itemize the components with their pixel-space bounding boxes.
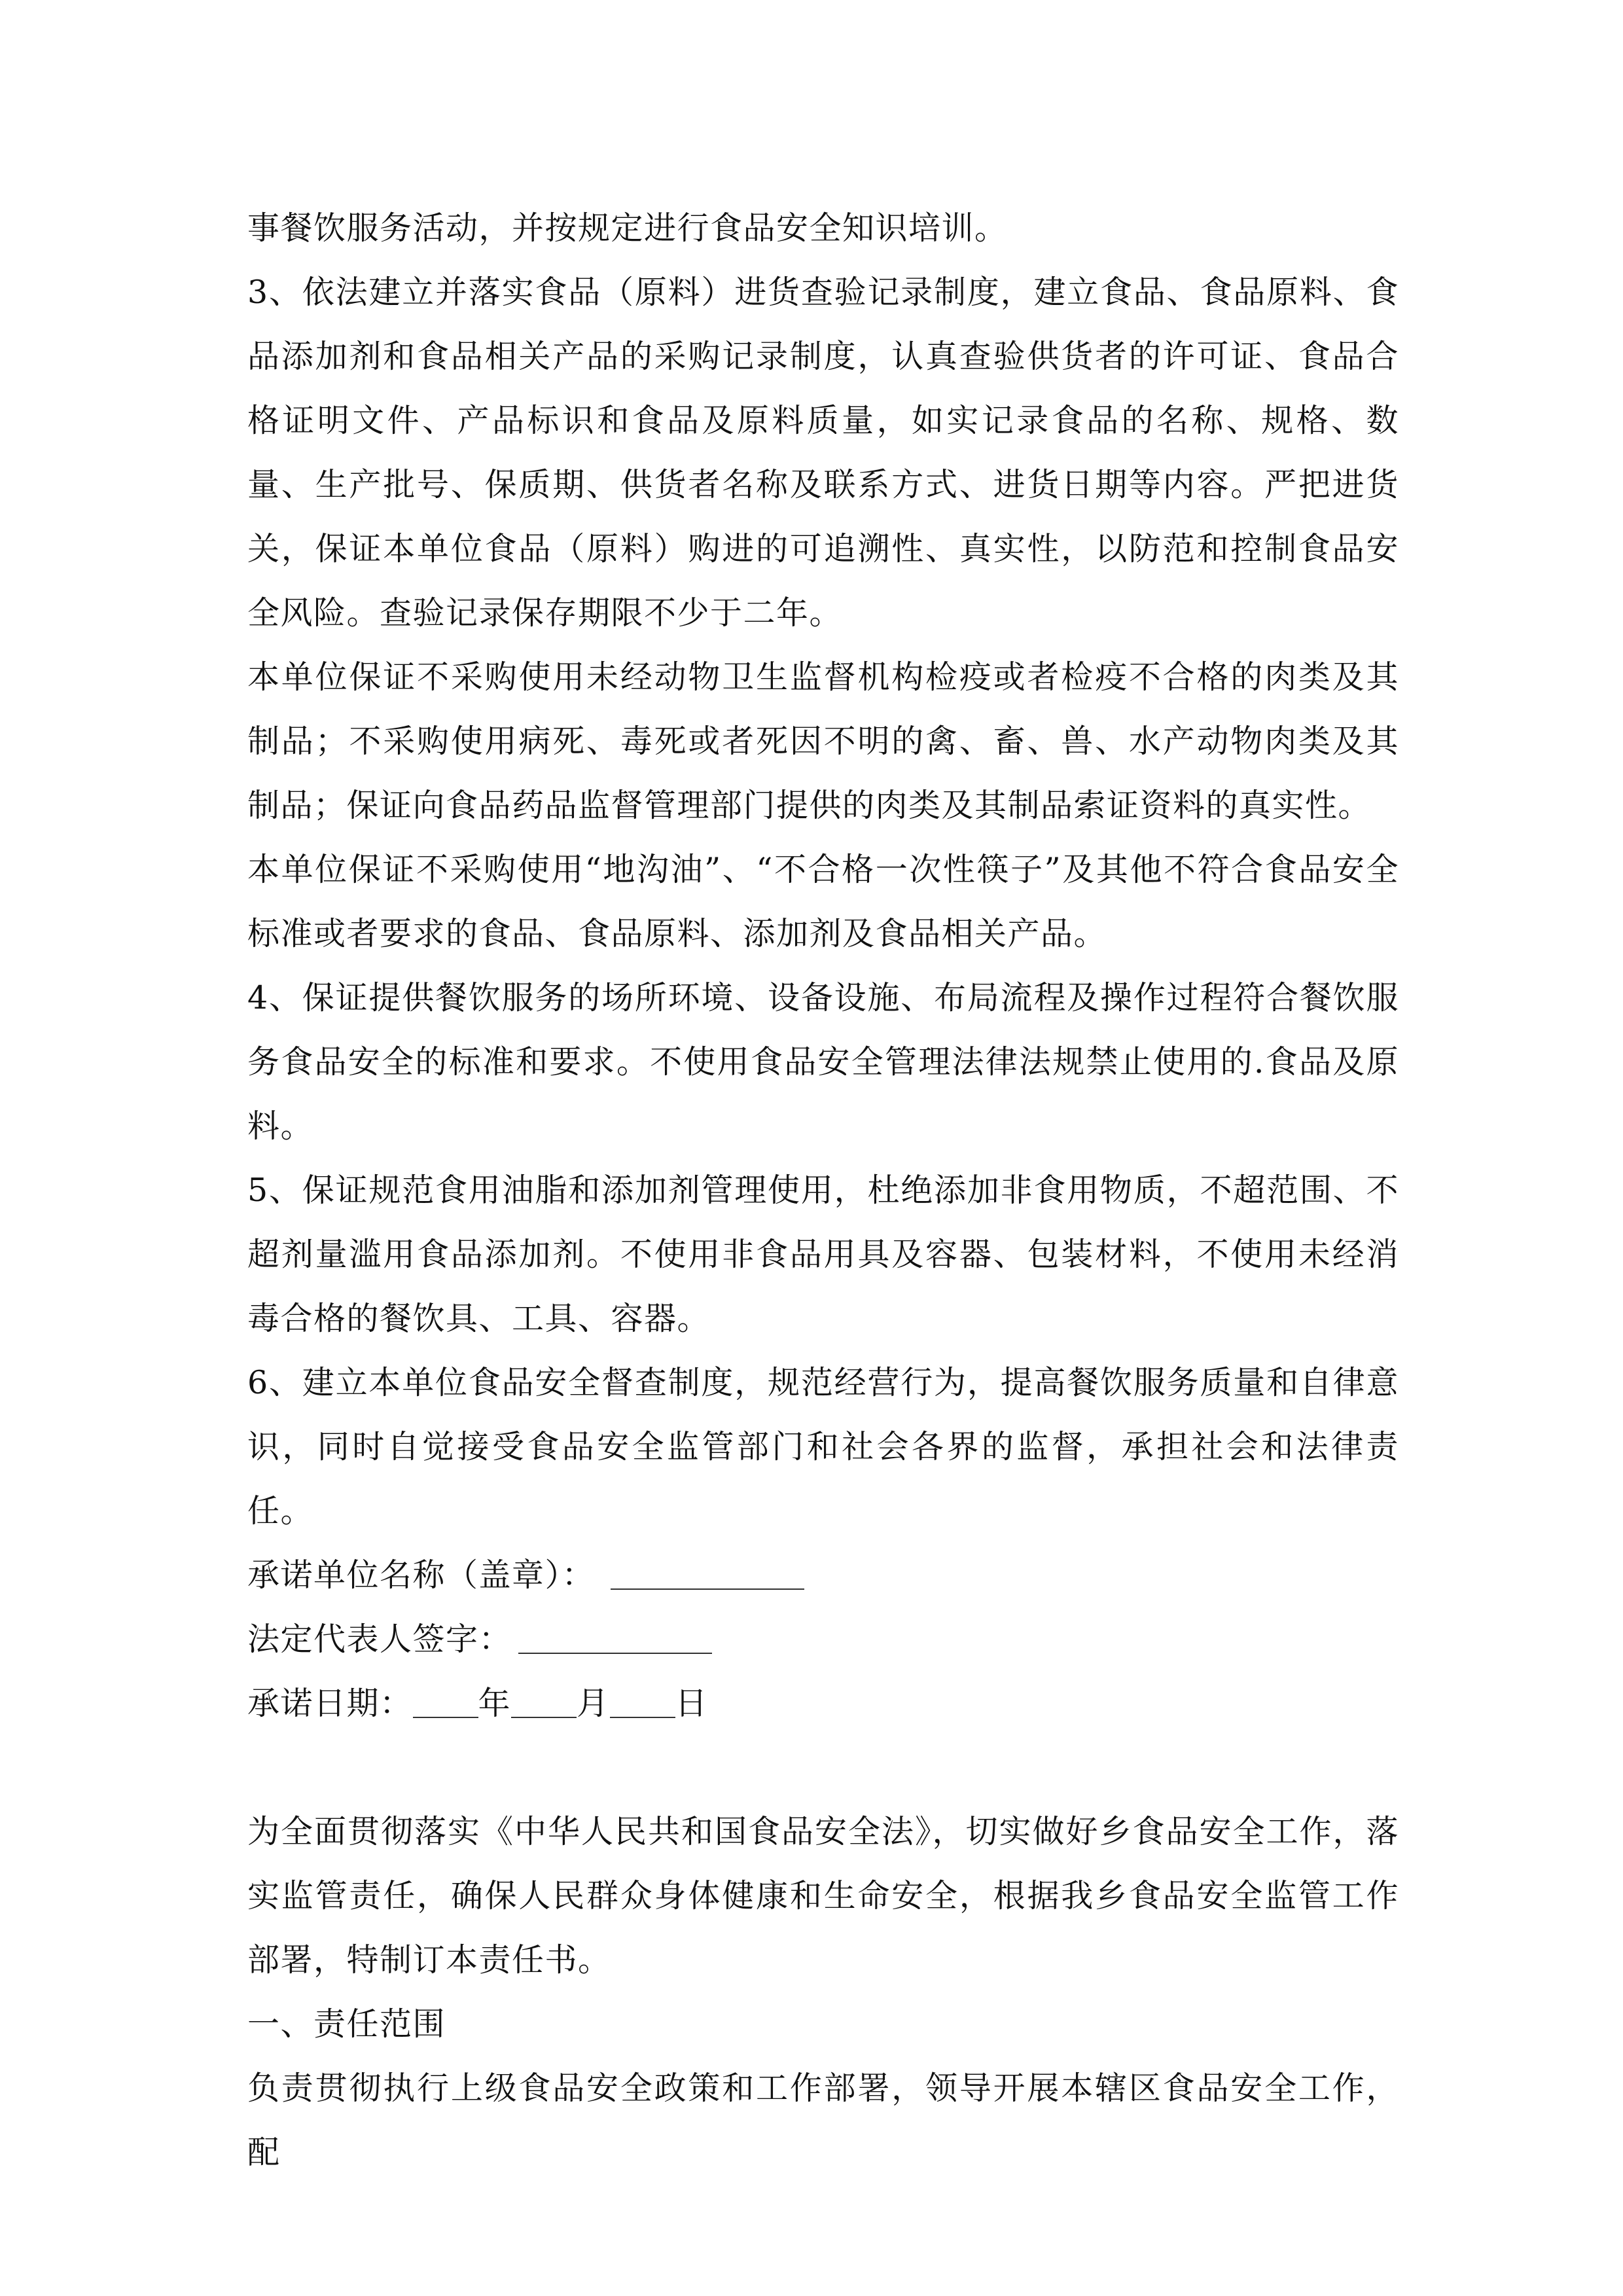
representative-line	[247, 1607, 1399, 1672]
day-label: 日	[675, 1685, 709, 1722]
paragraph-meat-products: 本单位保证不采购使用未经动物卫生监督机构检疫或者检疫不合格的肉类及其制品；不采购使用病死、毒死或者死因不明的禽、畜、兽、水产动物肉类及其制品；保证向食品药品监督管理部门提供的肉类及其制品索证资料的真实性。	[247, 658, 1399, 824]
paragraph-responsibility-duties: 负责贯彻执行上级食品安全政策和工作部署，领导开展本辖区食品安全工作，配	[247, 2070, 1399, 2171]
date-label: 承诺日期：	[247, 1685, 413, 1722]
section-gap	[247, 1736, 1399, 1800]
representative-signature-blank[interactable]	[518, 1624, 712, 1654]
document-body	[247, 196, 1399, 2185]
month-blank[interactable]	[511, 1688, 577, 1718]
month-label: 月	[577, 1685, 610, 1722]
heading-responsibility-scope: 一、责任范围	[247, 2005, 446, 2043]
unit-name-blank[interactable]	[611, 1560, 804, 1590]
year-blank[interactable]	[413, 1688, 478, 1718]
paragraph-item-4-environment: 4、保证提供餐饮服务的场所环境、设备设施、布局流程及操作过程符合餐饮服务食品安全的标准和要求。不使用食品安全管理法律法规禁止使用的.食品及原料。	[247, 979, 1399, 1145]
paragraph-item-5-additives: 5、保证规范食用油脂和添加剂管理使用，杜绝添加非食用物质，不超范围、不超剂量滥用食品添加剂。不使用非食品用具及容器、包装材料，不使用未经消毒合格的餐饮具、工具、容器。	[247, 1172, 1399, 1337]
unit-name-label: 承诺单位名称（盖章）：	[247, 1556, 596, 1594]
paragraph-training: 事餐饮服务活动，并按规定进行食品安全知识培训。	[247, 209, 1008, 247]
commitment-date-line	[247, 1672, 1399, 1736]
unit-name-line	[247, 1543, 1399, 1607]
year-label: 年	[478, 1685, 512, 1722]
paragraph-gutter-oil: 本单位保证不采购使用“地沟油”、“不合格一次性筷子”及其他不符合食品安全标准或者要求的食品、食品原料、添加剂及食品相关产品。	[247, 851, 1399, 952]
paragraph-item-3-purchase-records: 3、依法建立并落实食品（原料）进货查验记录制度，建立食品、食品原料、食品添加剂和食品相关产品的采购记录制度，认真查验供货者的许可证、食品合格证明文件、产品标识和食品及原料质量，如实记录食品的名称、规格、数量、生产批号、保质期、供货者名称及联系方式、进货日期等内容。严把进货关，保证本单位食品（原料）购进的可追溯性、真实性，以防范和控制食品安全风险。查验记录保存期限不少于二年。	[247, 274, 1399, 632]
paragraph-item-6-supervision: 6、建立本单位食品安全督查制度，规范经营行为，提高餐饮服务质量和自律意识，同时自觉接受食品安全监管部门和社会各界的监督，承担社会和法律责任。	[247, 1364, 1399, 1530]
representative-label: 法定代表人签字：	[247, 1621, 512, 1658]
day-blank[interactable]	[610, 1688, 675, 1718]
paragraph-responsibility-intro: 为全面贯彻落实《中华人民共和国食品安全法》，切实做好乡食品安全工作，落实监管责任，确保人民群众身体健康和生命安全，根据我乡食品安全监管工作部署，特制订本责任书。	[247, 1813, 1399, 1979]
